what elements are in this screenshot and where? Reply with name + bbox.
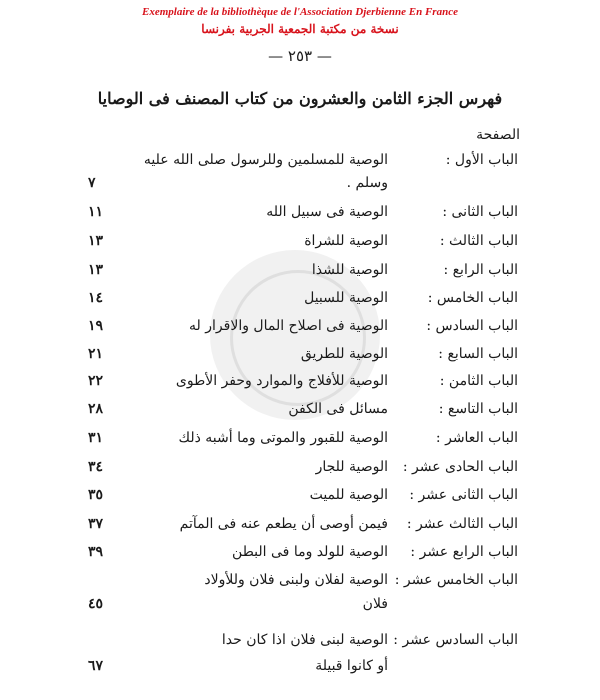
page-ref: ١٤ [88, 290, 104, 306]
page-ref: ٦٧ [88, 658, 104, 674]
watermark-french: Exemplaire de la bibliothèque de l'Association Djerbienne En France [142, 6, 458, 18]
toc-entry [0, 572, 600, 594]
topic-text: الوصية للمسلمين وللرسول صلى الله عليه [143, 152, 388, 168]
page-number: — ٢٥٣ — [268, 47, 332, 65]
topic-text: الوصية للميت [309, 487, 388, 503]
toc-entry-continuation [0, 658, 600, 680]
chapter-label: الباب السادس عشر : [393, 632, 518, 648]
page-ref: ٣٧ [88, 516, 104, 532]
page-ref: ٢٢ [88, 373, 104, 389]
topic-continuation: وسلم . [346, 175, 388, 191]
watermark-arabic: نسخة من مكتبة الجمعية الجربية بفرنسا [201, 22, 399, 36]
topic-text: الوصية للسبيل [304, 290, 388, 306]
page-ref: ١١ [88, 204, 104, 220]
toc-entry [0, 632, 600, 654]
toc-entry [0, 459, 600, 481]
topic-text: الوصية للولد وما فى البطن [232, 544, 388, 560]
toc-entry-continuation [0, 175, 600, 197]
chapter-label: الباب الثالث عشر : [406, 516, 518, 532]
toc-entry [0, 152, 600, 174]
topic-text: الوصية للأفلاج والموارد وحفر الأطوى [175, 373, 388, 389]
chapter-label: الباب الثانى عشر : [409, 487, 518, 503]
chapter-label: الباب الرابع عشر : [410, 544, 518, 560]
page-ref: ٧ [88, 175, 96, 191]
chapter-label: الباب الخامس عشر : [394, 572, 518, 588]
topic-text: الوصية للجار [315, 459, 388, 475]
chapter-label: الباب الرابع : [443, 262, 518, 278]
toc-entry [0, 544, 600, 566]
toc-entry [0, 346, 600, 368]
topic-continuation: أو كانوا قبيلة [315, 658, 388, 674]
chapter-label: الباب السابع : [438, 346, 518, 362]
page-ref: ٣٥ [88, 487, 104, 503]
topic-text: الوصية للطريق [300, 346, 388, 362]
page-ref: ٢١ [88, 346, 104, 362]
topic-text: فيمن أوصى أن يطعم عنه فى المآتم [179, 516, 388, 532]
page-ref: ٤٥ [88, 596, 104, 612]
topic-text: الوصية فى سبيل الله [266, 204, 388, 220]
chapter-label: الباب السادس : [426, 318, 518, 334]
chapter-label: الباب الحادى عشر : [402, 459, 518, 475]
toc-entry [0, 401, 600, 423]
page-ref: ٢٨ [88, 401, 104, 417]
topic-text: الوصية للشراة [304, 233, 388, 249]
chapter-label: الباب الثامن : [439, 373, 518, 389]
page-ref: ٣١ [88, 430, 104, 446]
toc-entry [0, 516, 600, 538]
chapter-label: الباب الأول : [445, 152, 518, 168]
chapter-label: الباب العاشر : [435, 430, 518, 446]
topic-text: الوصية للقبور والموتى وما أشبه ذلك [178, 430, 388, 446]
chapter-label: الباب الخامس : [427, 290, 518, 306]
toc-entry [0, 233, 600, 255]
chapter-label: الباب الثانى : [442, 204, 518, 220]
topic-text: مسائل فى الكفن [288, 401, 388, 417]
page-ref: ١٣ [88, 262, 104, 278]
toc-entry [0, 487, 600, 509]
toc-entry [0, 373, 600, 395]
chapter-label: الباب التاسع : [438, 401, 518, 417]
page-ref: ٣٤ [88, 459, 104, 475]
topic-text: الوصية للشذا [311, 262, 388, 278]
topic-continuation: فلان [362, 596, 388, 612]
page-ref: ١٣ [88, 233, 104, 249]
toc-entry [0, 318, 600, 340]
toc-entry-continuation [0, 596, 600, 618]
page-ref: ١٩ [88, 318, 104, 334]
topic-text: الوصية فى اصلاح المال والاقرار له [189, 318, 388, 334]
toc-entry [0, 290, 600, 312]
topic-text: الوصية لبنى فلان اذا كان حدا [221, 632, 388, 648]
toc-entry [0, 262, 600, 284]
toc-entry [0, 204, 600, 226]
toc-entry [0, 430, 600, 452]
chapter-label: الباب الثالث : [439, 233, 518, 249]
topic-text: الوصية لفلان ولبنى فلان وللأولاد [204, 572, 388, 588]
page-title: فهرس الجزء الثامن والعشرون من كتاب المصنف فى الوصايا [97, 89, 503, 108]
page-column-header: الصفحة [476, 127, 520, 143]
page-ref: ٣٩ [88, 544, 104, 560]
